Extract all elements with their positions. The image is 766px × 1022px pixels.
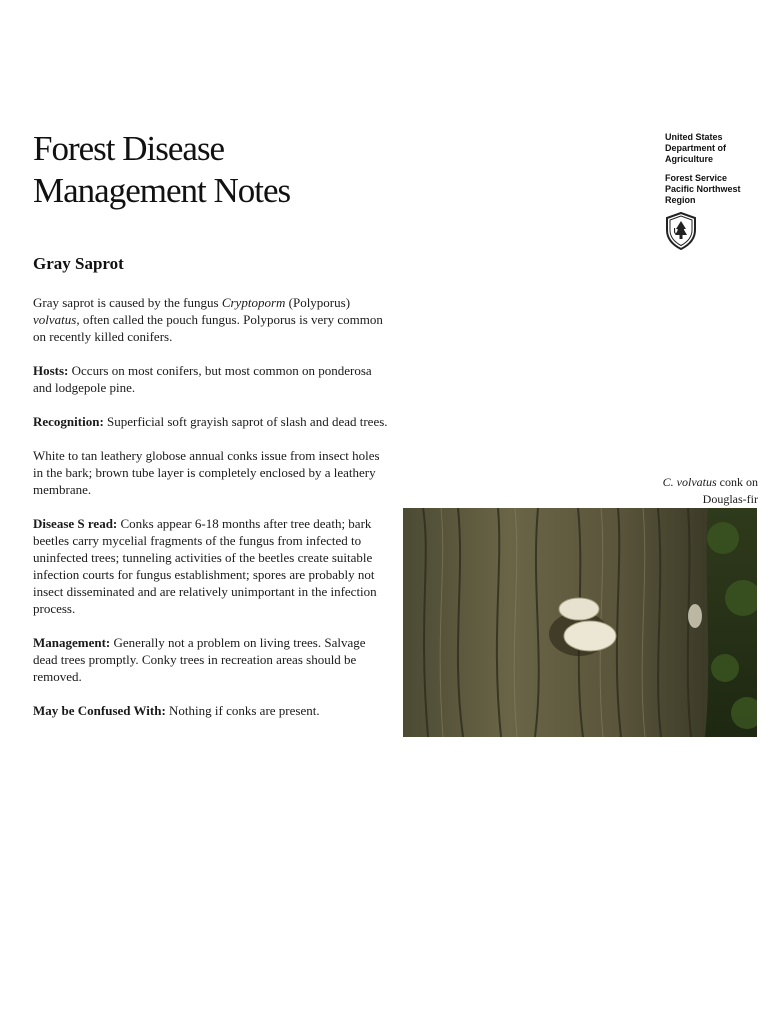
page-title-line-2: Management Notes	[33, 171, 291, 210]
confused-label: May be Confused With:	[33, 703, 166, 718]
page-title-line-1: Forest Disease	[33, 129, 225, 168]
conks-paragraph: White to tan leathery globose annual conks issue from insect holes in the bark; brown tube layer is completely enclosed by a leathery membrane.	[33, 448, 380, 497]
hosts-label: Hosts:	[33, 363, 69, 378]
management-paragraph	[33, 634, 388, 685]
recognition-paragraph	[33, 413, 388, 430]
agency-block	[665, 132, 765, 206]
conk-photo	[403, 508, 757, 737]
agency-line-6: Region	[665, 195, 696, 205]
caption-text-1: conk on	[716, 475, 758, 489]
usda-forest-service-shield-icon	[664, 212, 698, 250]
agency-line-3: Agriculture	[665, 154, 714, 164]
hosts-text: Occurs on most conifers, but most common on ponderosa and lodgepole pine.	[33, 363, 372, 395]
recognition-label: Recognition:	[33, 414, 104, 429]
intro-species: volvatus,	[33, 312, 80, 327]
management-text: Generally not a problem on living trees. Salvage dead trees promptly. Conky trees in recreation areas should be removed.	[33, 635, 366, 684]
intro-text-2: (Polyporus)	[285, 295, 351, 310]
spread-paragraph	[33, 515, 388, 617]
intro-genus: Cryptoporm	[221, 295, 286, 310]
confused-text: Nothing if conks are present.	[165, 703, 320, 718]
intro-paragraph	[33, 294, 388, 345]
confused-paragraph	[33, 702, 388, 719]
caption-text-2: Douglas-fir	[702, 492, 758, 506]
hosts-paragraph	[33, 362, 388, 396]
spread-text: Conks appear 6-18 months after tree death; bark beetles carry mycelial fragments of the fungus from infected to uninfected trees; tunneling activities of the beetles create suitable infection courts for fungus establishment; spores are probably not insect disseminated and are relatively unimportant in the infection process.	[33, 516, 377, 616]
page-title	[33, 128, 290, 212]
recognition-text: Superficial soft grayish saprot of slash and dead trees.	[103, 414, 388, 429]
agency-line-5: Pacific Northwest	[665, 184, 741, 194]
agency-line-4: Forest Service	[665, 173, 728, 183]
photo-caption	[663, 474, 758, 508]
management-label: Management:	[33, 635, 111, 650]
spread-label: Disease S read:	[33, 516, 118, 531]
article-body	[33, 294, 388, 736]
agency-line-1: United States	[665, 132, 723, 142]
agency-line-2: Department of	[665, 143, 727, 153]
shield-logo-text: US	[673, 227, 685, 236]
intro-text-3: often called the pouch fungus. Polyporus is very common on recently killed conifers.	[33, 312, 383, 344]
section-title: Gray Saprot	[33, 254, 124, 273]
intro-text-1: Gray saprot is caused by the fungus	[33, 295, 222, 310]
caption-species: C. volvatus	[662, 475, 717, 489]
